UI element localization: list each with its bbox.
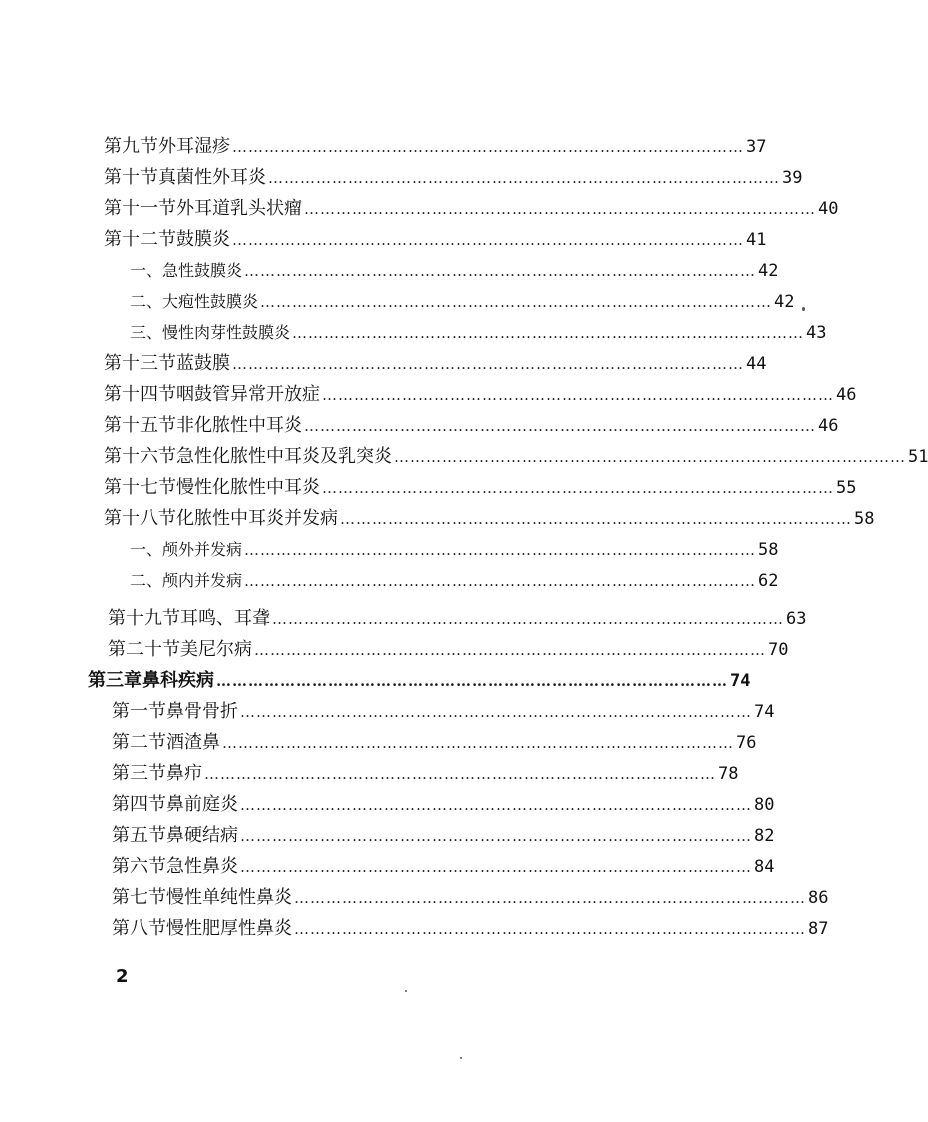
toc-leader: …………………………………………………………………………………… [232, 138, 744, 156]
toc-leader: …………………………………………………………………………………… [240, 827, 752, 845]
toc-subentry [130, 318, 827, 348]
toc-section-label: 第八节 [112, 918, 166, 939]
toc-leader: …………………………………………………………………………………… [294, 889, 806, 907]
toc-page: 82 [754, 826, 775, 846]
toc-entry [104, 194, 839, 224]
toc-page: 84 [754, 857, 775, 877]
toc-page: 86 [808, 888, 829, 908]
toc-entry [104, 380, 857, 410]
toc-page: 58 [758, 540, 779, 560]
toc-page: 43 [806, 323, 827, 343]
toc-title: 慢性单纯性鼻炎 [166, 887, 292, 908]
toc-page: 37 [746, 137, 767, 157]
toc-section-label: 第十八节 [104, 508, 176, 529]
toc-title: 外耳道乳头状瘤 [176, 198, 302, 219]
toc-title: 美尼尔病 [180, 639, 252, 660]
toc-title: 急性化脓性中耳炎及乳突炎 [176, 446, 392, 467]
toc-title: 蓝鼓膜 [176, 353, 230, 374]
toc-leader: …………………………………………………………………………………… [244, 572, 757, 590]
toc-title: 鼻科疾病 [142, 670, 214, 691]
toc-subentry [130, 566, 779, 596]
toc-entry [112, 883, 829, 913]
toc-entry [112, 790, 775, 820]
toc-entry [108, 635, 789, 665]
toc-title: 鼻疖 [166, 763, 202, 784]
toc-section-label: 第十五节 [104, 415, 176, 436]
toc-section-label: 第九节 [104, 136, 158, 157]
toc-page: 74 [730, 671, 751, 691]
toc-page: 46 [836, 385, 857, 405]
toc-entry [112, 728, 757, 758]
toc-page: 39 [782, 168, 803, 188]
toc-section-label: 二、 [130, 571, 163, 590]
toc-page: 40 [818, 199, 839, 219]
toc-page: 87 [808, 919, 829, 939]
toc-title: 咽鼓管异常开放症 [176, 384, 320, 405]
toc-page: 55 [836, 478, 857, 498]
toc-entry [104, 349, 767, 379]
toc-section-label: 一、 [130, 261, 163, 280]
toc-section-label: 第一节 [112, 701, 166, 722]
toc-chapter-entry [88, 666, 751, 696]
toc-leader: …………………………………………………………………………………… [216, 672, 728, 690]
toc-leader: …………………………………………………………………………………… [294, 920, 806, 938]
toc-leader: …………………………………………………………………………………… [292, 324, 805, 342]
toc-title: 慢性肥厚性鼻炎 [166, 918, 292, 939]
toc-page: 42 [774, 292, 795, 312]
toc-leader: …………………………………………………………………………………… [260, 293, 773, 311]
toc-section-label: 第十三节 [104, 353, 176, 374]
toc-section-label: 第十节 [104, 167, 158, 188]
toc-leader: …………………………………………………………………………………… [304, 200, 816, 218]
toc-leader: …………………………………………………………………………………… [340, 510, 852, 528]
toc-section-label: 第十一节 [104, 198, 176, 219]
toc-entry [112, 852, 775, 882]
toc-entry [104, 504, 875, 534]
toc-page: 63 [786, 609, 807, 629]
toc-page: 41 [746, 230, 767, 250]
toc-leader: …………………………………………………………………………………… [222, 734, 734, 752]
toc-page: 74 [754, 702, 775, 722]
toc-page: 46 [818, 416, 839, 436]
scan-speck [405, 990, 407, 992]
toc-title: 非化脓性中耳炎 [176, 415, 302, 436]
toc-section-label: 第十四节 [104, 384, 176, 405]
toc-entry [104, 132, 767, 162]
toc-subentry [130, 287, 795, 317]
toc-page: 51 [908, 447, 928, 467]
toc-entry [104, 473, 857, 503]
toc-page: 76 [736, 733, 757, 753]
page-number: 2 [116, 966, 129, 987]
toc-page: 44 [746, 354, 767, 374]
toc-leader: …………………………………………………………………………………… [322, 479, 834, 497]
toc-subentry [130, 256, 779, 286]
toc-page: 70 [768, 640, 789, 660]
scan-speck [802, 307, 805, 311]
toc-title: 急性鼻炎 [166, 856, 238, 877]
toc-title: 化脓性中耳炎并发病 [176, 508, 338, 529]
toc-page: 42 [758, 261, 779, 281]
toc-title: 颅内并发病 [162, 571, 243, 590]
toc-title: 真菌性外耳炎 [158, 167, 266, 188]
toc-title: 大疱性鼓膜炎 [162, 292, 259, 311]
toc-title: 颅外并发病 [162, 540, 243, 559]
toc-page: 80 [754, 795, 775, 815]
toc-section-label: 第十七节 [104, 477, 176, 498]
toc-entry [104, 225, 767, 255]
toc-title: 酒渣鼻 [166, 732, 220, 753]
toc-title: 鼓膜炎 [176, 229, 230, 250]
toc-section-label: 二、 [130, 292, 163, 311]
toc-section-label: 第二节 [112, 732, 166, 753]
scan-speck [460, 1057, 462, 1059]
toc-title: 急性鼓膜炎 [162, 261, 243, 280]
toc-leader: …………………………………………………………………………………… [304, 417, 816, 435]
toc-section-label: 第七节 [112, 887, 166, 908]
toc-leader: …………………………………………………………………………………… [244, 262, 757, 280]
toc-entry [104, 163, 803, 193]
toc-title: 耳鸣、耳聋 [180, 608, 270, 629]
toc-section-label: 第十九节 [108, 608, 180, 629]
toc-leader: …………………………………………………………………………………… [204, 765, 716, 783]
toc-title: 鼻骨骨折 [166, 701, 238, 722]
toc-leader: …………………………………………………………………………………… [232, 355, 744, 373]
toc-leader: …………………………………………………………………………………… [394, 448, 906, 466]
toc-leader: …………………………………………………………………………………… [322, 386, 834, 404]
toc-title: 慢性化脓性中耳炎 [176, 477, 320, 498]
toc-title: 外耳湿疹 [158, 136, 230, 157]
toc-entry [112, 821, 775, 851]
toc-page: 58 [854, 509, 875, 529]
toc-chapter-label: 第三章 [88, 670, 142, 691]
toc-page: 78 [718, 764, 739, 784]
toc-entry [108, 604, 807, 634]
toc-leader: …………………………………………………………………………………… [254, 641, 766, 659]
toc-page: 62 [758, 571, 779, 591]
toc-title: 鼻前庭炎 [166, 794, 238, 815]
toc-leader: …………………………………………………………………………………… [272, 610, 784, 628]
toc-leader: …………………………………………………………………………………… [244, 541, 757, 559]
toc-section-label: 第三节 [112, 763, 166, 784]
toc-entry [112, 914, 829, 944]
toc-title: 慢性肉芽性鼓膜炎 [162, 323, 291, 342]
toc-leader: …………………………………………………………………………………… [240, 858, 752, 876]
toc-subentry [130, 535, 779, 565]
toc-leader: …………………………………………………………………………………… [240, 796, 752, 814]
toc-entry [112, 697, 775, 727]
toc-entry [104, 442, 928, 472]
toc-section-label: 第二十节 [108, 639, 180, 660]
toc-entry [104, 411, 839, 441]
toc-entry [112, 759, 739, 789]
toc-leader: …………………………………………………………………………………… [232, 231, 744, 249]
toc-title: 鼻硬结病 [166, 825, 238, 846]
toc-leader: …………………………………………………………………………………… [240, 703, 752, 721]
toc-leader: …………………………………………………………………………………… [268, 169, 780, 187]
toc-section-label: 第十二节 [104, 229, 176, 250]
toc-section-label: 第五节 [112, 825, 166, 846]
toc-section-label: 第十六节 [104, 446, 176, 467]
toc-section-label: 一、 [130, 540, 163, 559]
toc-section-label: 三、 [130, 323, 163, 342]
toc-section-label: 第四节 [112, 794, 166, 815]
toc-section-label: 第六节 [112, 856, 166, 877]
